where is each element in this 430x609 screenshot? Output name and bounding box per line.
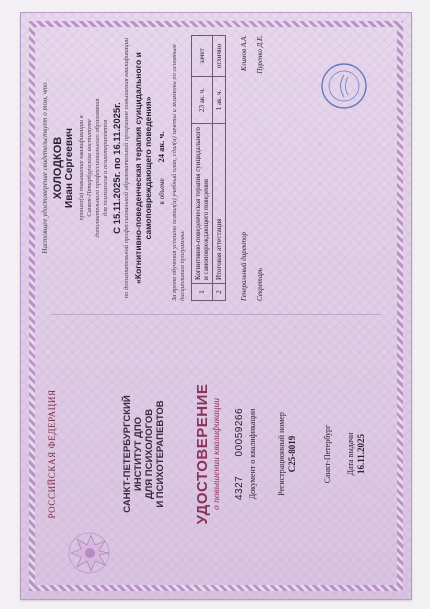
training-line: для психологов и психотерапевтов bbox=[102, 119, 109, 217]
city-label: Санкт-Петербург bbox=[323, 424, 332, 484]
table-row bbox=[213, 36, 226, 301]
completion-text: За время обучения успешно освоил(а) учебный план, сдал(а) зачеты и экзамены по основным дисциплинам программы: bbox=[171, 44, 186, 301]
secretary-label: Секретарь bbox=[256, 268, 264, 301]
director-signature-row bbox=[240, 35, 248, 301]
training-text bbox=[78, 35, 110, 301]
document-series: 4327 bbox=[234, 475, 245, 501]
secretary-signature-row bbox=[256, 35, 264, 301]
hours-value: 24 ак. ч. bbox=[156, 131, 166, 163]
certificate-title: УДОСТОВЕРЕНИЕ bbox=[194, 383, 211, 525]
holder-surname: ХОЛОДКОВ bbox=[52, 136, 64, 200]
cover-panel bbox=[41, 329, 393, 579]
certificate-content bbox=[21, 13, 413, 601]
institute-line: ИНСТИТУТ ДПО bbox=[133, 416, 144, 492]
program-intro: по дополнительной профессиональной образовательной программе повышения квалификации bbox=[123, 37, 130, 299]
center-fold bbox=[51, 314, 381, 315]
federation-label: РОССИЙСКАЯ ФЕДЕРАЦИЯ bbox=[47, 389, 57, 519]
discipline-hours: 23 ак. ч. bbox=[192, 77, 213, 124]
training-line: Санкт-Петербургском институте bbox=[86, 119, 93, 217]
institute-line: САНКТ-ПЕТЕРБУРГСКИЙ bbox=[122, 395, 133, 513]
training-dates: С 15.11.2025г. по 16.11.2025г. bbox=[112, 102, 123, 234]
discipline-result: зачет bbox=[192, 36, 213, 77]
program-title: «Когнитивно-поведенческая терапия суицидального и самоповреждающего поведения» bbox=[133, 52, 153, 284]
certificate-sheet bbox=[20, 12, 412, 600]
discipline-name: Когнитивно-поведенческая терапия суицидального и самоповреждающего поведения bbox=[192, 124, 213, 284]
institute-line: И ПСИХОТЕРАПЕВТОВ bbox=[155, 400, 166, 508]
training-line: прошел(а) повышение квалификации в bbox=[78, 115, 85, 221]
discipline-name: Итоговая аттестация bbox=[213, 124, 226, 284]
row-number: 1 bbox=[192, 284, 213, 301]
reg-number-label: Регистрационный номер bbox=[277, 412, 286, 496]
coat-of-arms-icon bbox=[63, 527, 115, 579]
disciplines-table bbox=[191, 35, 226, 301]
document-serial: 00059266 bbox=[234, 407, 245, 457]
program-hours bbox=[156, 35, 166, 301]
training-line: дополнительного профессионального образования bbox=[94, 98, 101, 238]
issue-date-label: Дата выдачи bbox=[346, 432, 355, 476]
director-name: Климов А.А. bbox=[240, 35, 248, 72]
institute-name bbox=[122, 329, 166, 579]
discipline-hours: 1 ак. ч. bbox=[213, 77, 226, 124]
holder-given-names: Иван Сергеевич bbox=[64, 128, 75, 208]
certificate-subtitle: о повышении квалификации bbox=[212, 398, 222, 511]
reg-number-value: С25-8019 bbox=[287, 435, 297, 473]
row-number: 2 bbox=[213, 284, 226, 301]
document-number bbox=[234, 329, 245, 579]
official-stamp-icon bbox=[319, 61, 369, 111]
issue-date-value: 16.11.2025 bbox=[356, 434, 366, 475]
table-row bbox=[192, 36, 213, 301]
hours-label: в объеме bbox=[158, 178, 166, 205]
details-panel bbox=[41, 35, 393, 301]
director-label: Генеральный директор bbox=[240, 231, 248, 301]
secretary-name: Пуренко Д.Е. bbox=[256, 35, 264, 74]
discipline-result: отлично bbox=[213, 36, 226, 77]
intro-text: Настоящее удостоверение свидетельствует о том, что bbox=[41, 82, 49, 254]
institute-line: ДЛЯ ПСИХОЛОГОВ bbox=[144, 408, 155, 500]
document-kind: Документ о квалификации bbox=[248, 408, 257, 500]
